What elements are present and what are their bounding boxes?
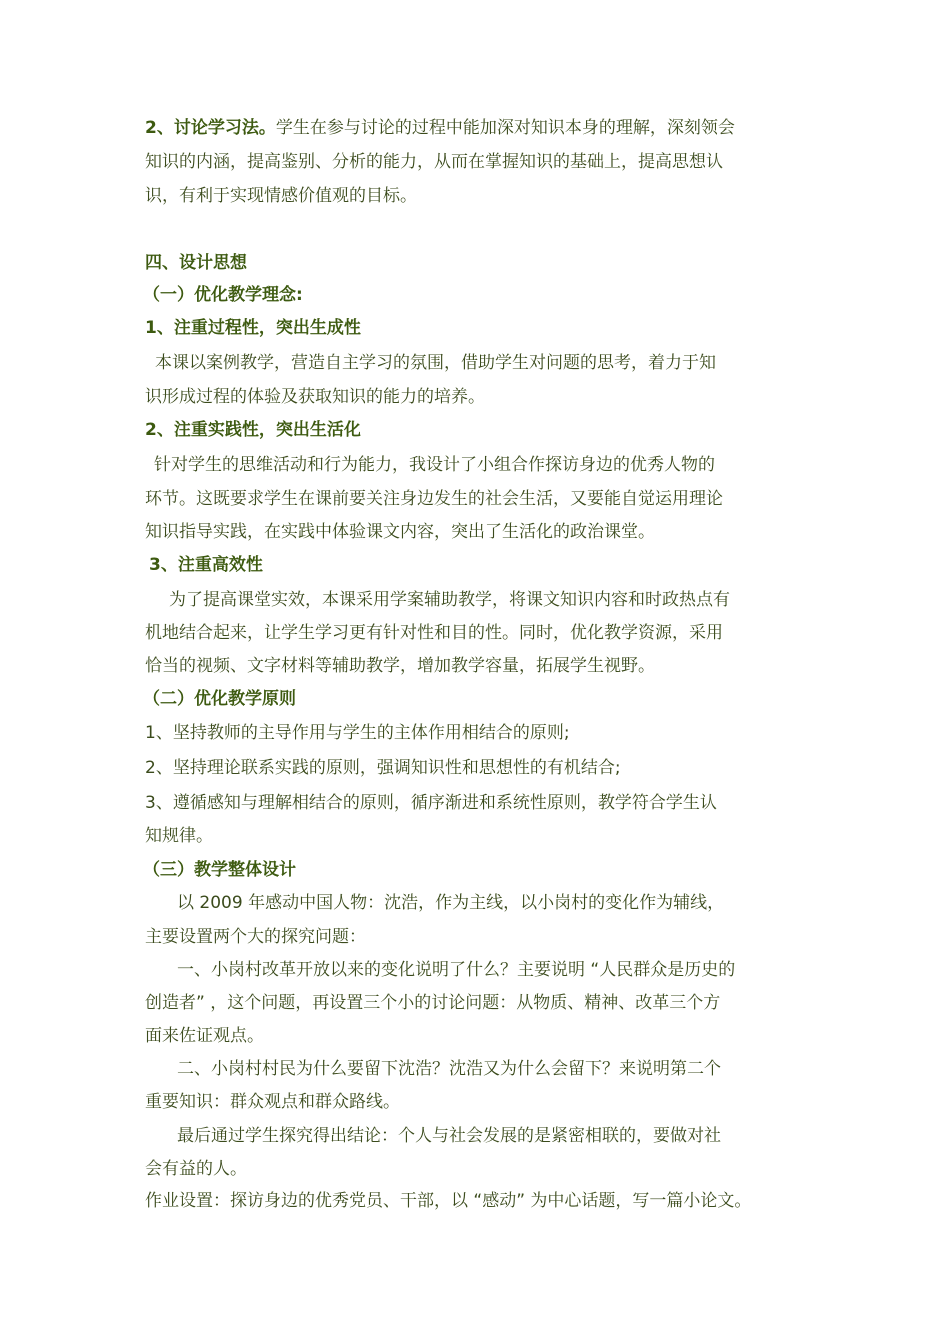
concept-item-1-line-1: 本课以案例教学，营造自主学习的氛围，借助学生对问题的思考，着力于知 xyxy=(155,353,716,373)
method-text-1: 学生在参与讨论的过程中能加深对知识本身的理解，深刻领会 xyxy=(275,118,735,138)
overall-line-5: 面来佐证观点。 xyxy=(145,1026,264,1046)
concept-item-2-line-3: 知识指导实践，在实践中体验课文内容，突出了生活化的政治课堂。 xyxy=(145,522,655,542)
concept-item-1-heading: 1、注重过程性，突出生成性 xyxy=(145,318,361,338)
concept-item-3-line-3: 恰当的视频、文字材料等辅助教学，增加教学容量，拓展学生视野。 xyxy=(145,656,655,676)
overall-line-1: 以 2009 年感动中国人物：沈浩，作为主线，以小岗村的变化作为辅线， xyxy=(177,893,725,913)
overall-line-7: 重要知识：群众观点和群众路线。 xyxy=(145,1092,400,1112)
method-heading: 2、讨论学习法。 xyxy=(145,118,276,138)
concept-title: （一）优化教学理念: xyxy=(143,285,303,305)
principle-line-2: 2、坚持理论联系实践的原则，强调知识性和思想性的有机结合; xyxy=(145,758,621,778)
principles-title: （二）优化教学原则 xyxy=(143,689,296,709)
overall-line-4: 创造者” ，这个问题，再设置三个小的讨论问题：从物质、精神、改革三个方 xyxy=(145,993,721,1013)
overall-line-10: 作业设置：探访身边的优秀党员、干部，以 “感动” 为中心话题，写一篇小论文。 xyxy=(145,1191,752,1211)
overall-title: （三）教学整体设计 xyxy=(143,860,296,880)
concept-item-1-line-2: 识形成过程的体验及获取知识的能力的培养。 xyxy=(145,387,485,407)
overall-line-2: 主要设置两个大的探究问题： xyxy=(145,927,366,947)
overall-line-9: 会有益的人。 xyxy=(145,1159,247,1179)
concept-item-3-line-1: 为了提高课堂实效，本课采用学案辅助教学，将课文知识内容和时政热点有 xyxy=(169,590,730,610)
design-title: 四、设计思想 xyxy=(145,253,247,273)
overall-line-6: 二、小岗村村民为什么要留下沈浩？沈浩又为什么会留下？来说明第二个 xyxy=(177,1059,721,1079)
overall-line-8: 最后通过学生探究得出结论：个人与社会发展的是紧密相联的，要做对社 xyxy=(177,1126,721,1146)
concept-item-2-line-1: 针对学生的思维活动和行为能力，我设计了小组合作探访身边的优秀人物的 xyxy=(154,455,715,475)
method-line-1 xyxy=(145,116,735,140)
concept-item-2-line-2: 环节。这既要求学生在课前要关注身边发生的社会生活，又要能自觉运用理论 xyxy=(145,489,723,509)
concept-item-2-heading: 2、注重实践性，突出生活化 xyxy=(145,420,361,440)
principle-line-1: 1、坚持教师的主导作用与学生的主体作用相结合的原则; xyxy=(145,723,570,743)
overall-line-3: 一、小岗村改革开放以来的变化说明了什么？主要说明 “人民群众是历史的 xyxy=(177,960,736,980)
method-line-2: 知识的内涵，提高鉴别、分析的能力，从而在掌握知识的基础上，提高思想认 xyxy=(145,152,723,172)
principle-line-4: 知规律。 xyxy=(145,826,213,846)
concept-item-3-line-2: 机地结合起来，让学生学习更有针对性和目的性。同时，优化教学资源，采用 xyxy=(145,623,723,643)
method-line-3: 识，有利于实现情感价值观的目标。 xyxy=(145,186,417,206)
principle-line-3: 3、遵循感知与理解相结合的原则，循序渐进和系统性原则，教学符合学生认 xyxy=(145,793,717,813)
concept-item-3-heading: 3、注重高效性 xyxy=(149,555,263,575)
